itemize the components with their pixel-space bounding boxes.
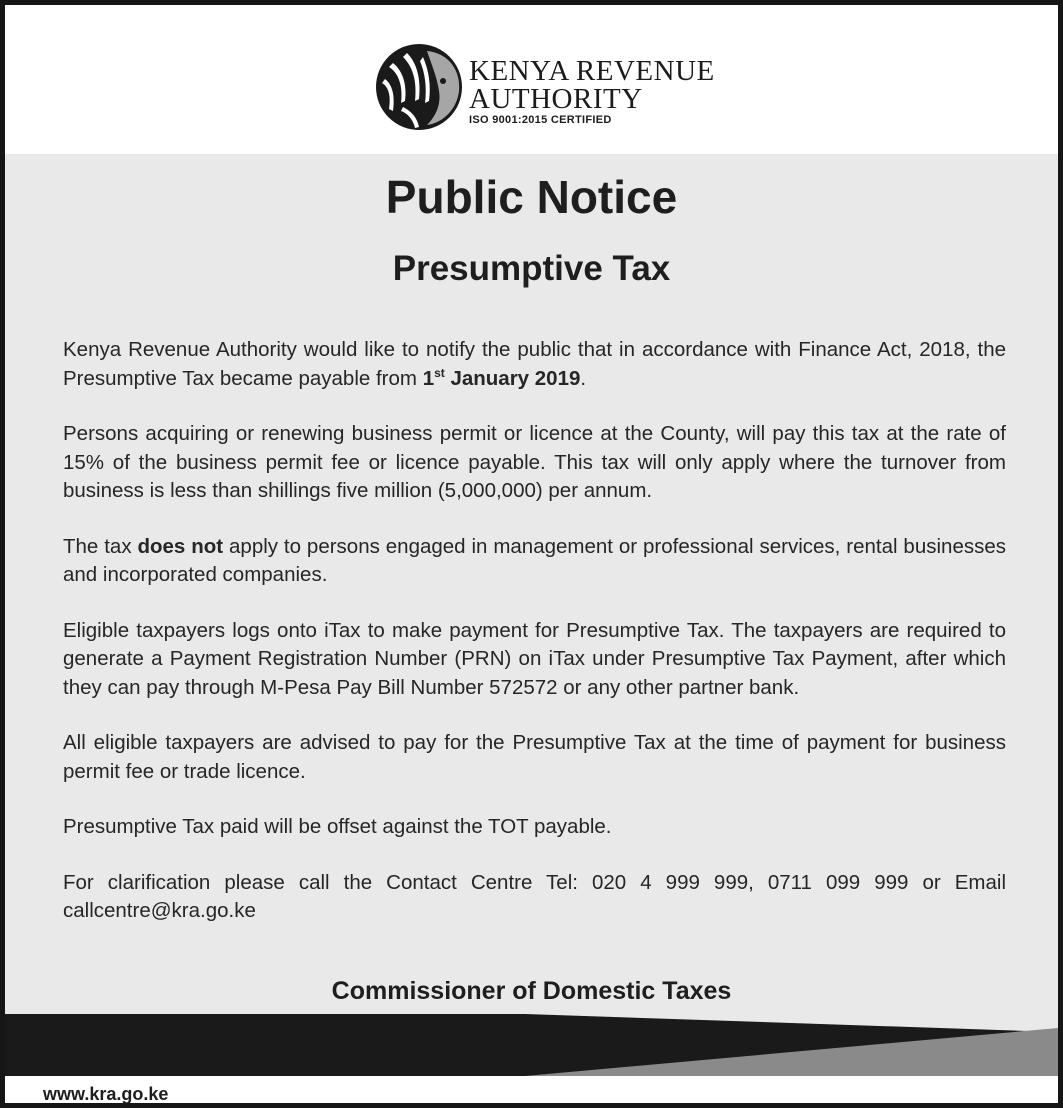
lion-head-icon	[373, 41, 465, 133]
paragraph-text: apply to persons engaged in management or professional services, rental businesses and incorporated companies.	[63, 534, 1006, 586]
page-subtitle: Presumptive Tax	[392, 249, 671, 288]
page-title: Public Notice	[385, 171, 678, 223]
date-rest: January 2019	[444, 366, 581, 390]
logo-wordmark	[469, 57, 715, 127]
paragraph-contact: For clarification please call the Contact Centre Tel: 020 4 999 999, 0711 099 999 or Email callcentre@kra.go.ke	[63, 870, 1006, 922]
date-suffix: st	[434, 365, 445, 380]
iso-certification: ISO 9001:2015 CERTIFIED	[469, 114, 612, 126]
paragraph-offset: Presumptive Tax paid will be offset against the TOT payable.	[63, 815, 612, 838]
notice-body	[63, 336, 1006, 953]
paragraph-text: The tax	[63, 534, 138, 558]
paragraph-text: Kenya Revenue Authority would like to notify the public that in accordance with Finance Act, 2018, the Presumptive Tax became payable from	[63, 338, 1006, 390]
decorative-band	[5, 1014, 1058, 1076]
paragraph-exclusions	[63, 533, 1006, 590]
logo-line-authority: AUTHORITY	[469, 83, 643, 115]
website-url[interactable]: www.kra.go.ke	[43, 1084, 169, 1104]
header	[5, 5, 1058, 154]
paragraph-end: .	[580, 366, 587, 390]
date-day: 1	[422, 366, 435, 390]
logo-line-kenya-revenue: KENYA REVENUE	[469, 55, 715, 87]
paragraph-payment: Eligible taxpayers logs onto iTax to make payment for Presumptive Tax. The taxpayers are required to generate a Payment Registration Number (PRN) on iTax under Presumptive Tax Payment, after which they can pay through M-Pesa Pay Bill Number 572572 or any other partner bank.	[63, 618, 1006, 699]
emphasis-does-not: does not	[137, 534, 224, 558]
signoff: Commissioner of Domestic Taxes	[331, 977, 732, 1005]
paragraph-advice: All eligible taxpayers are advised to pay for the Presumptive Tax at the time of payment for business permit fee or trade licence.	[63, 731, 1006, 783]
paragraph-rate: Persons acquiring or renewing business permit or licence at the County, will pay this tax at the rate of 15% of the business permit fee or licence payable. This tax will only apply where the turnover from business is less than shillings five million (5,000,000) per annum.	[63, 422, 1006, 502]
effective-date	[423, 367, 581, 390]
paragraph-effective-date	[63, 336, 1006, 393]
